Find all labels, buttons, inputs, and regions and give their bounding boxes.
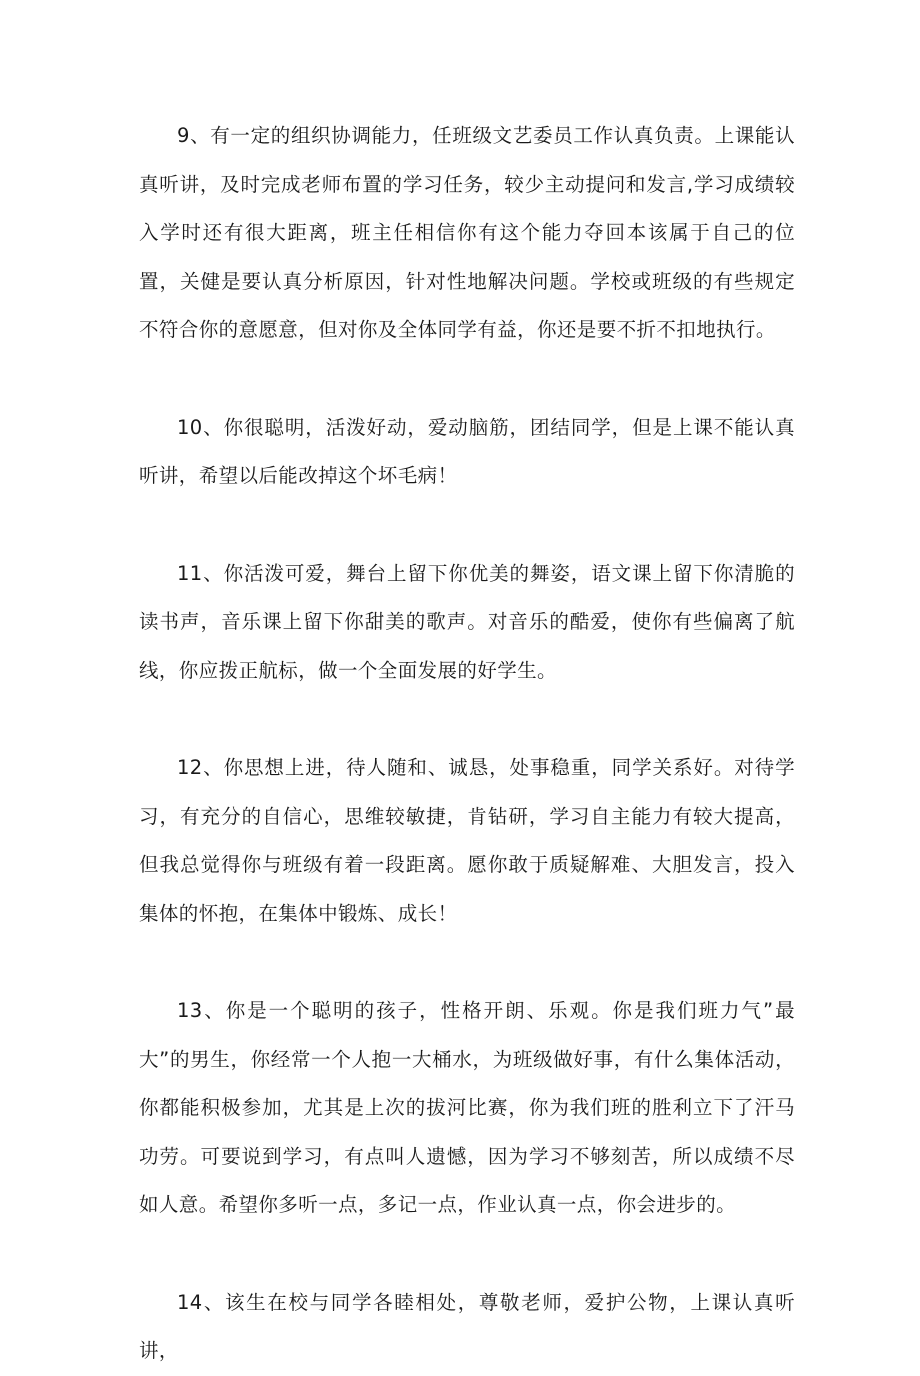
paragraph-gap: [139, 355, 795, 404]
paragraph-11: 11、你活泼可爱，舞台上留下你优美的舞姿，语文课上留下你清脆的读书声，音乐课上留下你甜美的歌声。对音乐的酷爱，使你有些偏离了航线，你应拨正航标，做一个全面发展的好学生。: [139, 561, 795, 682]
document-body: [139, 112, 795, 1376]
paragraph-14: 14、该生在校与同学各睦相处，尊敬老师，爱护公物，上课认真听讲，: [139, 1290, 795, 1362]
paragraph-gap: [139, 501, 795, 550]
paragraph-gap: [139, 938, 795, 987]
paragraph-13: 13、你是一个聪明的孩子，性格开朗、乐观。你是我们班力气”最大”的男生，你经常一个人抱一大桶水，为班级做好事，有什么集体活动，你都能积极参加，尤其是上次的拔河比赛，你为我们班的胜利立下了汗马功劳。可要说到学习，有点叫人遗憾，因为学习不够刻苦，所以成绩不尽如人意。希望你多听一点，多记一点，作业认真一点，你会进步的。: [139, 999, 795, 1216]
paragraph-10: 10、你很聪明，活泼好动，爱动脑筋，团结同学，但是上课不能认真听讲，希望以后能改掉这个坏毛病！: [139, 415, 795, 487]
paragraph-9: 9、有一定的组织协调能力，任班级文艺委员工作认真负责。上课能认真听讲，及时完成老师布置的学习任务，较少主动提问和发言,学习成绩较入学时还有很大距离，班主任相信你有这个能力夺回本该属于自己的位置，关健是要认真分析原因，针对性地解决问题。学校或班级的有些规定不符合你的意愿意，但对你及全体同学有益，你还是要不折不扣地执行。: [139, 124, 795, 341]
paragraph-gap: [139, 695, 795, 744]
paragraph-gap: [139, 1230, 795, 1279]
paragraph-12: 12、你思想上进，待人随和、诚恳，处事稳重，同学关系好。对待学习，有充分的自信心，思维较敏捷，肯钻研，学习自主能力有较大提高，但我总觉得你与班级有着一段距离。愿你敢于质疑解难、大胆发言，投入集体的怀抱，在集体中锻炼、成长！: [139, 756, 795, 925]
